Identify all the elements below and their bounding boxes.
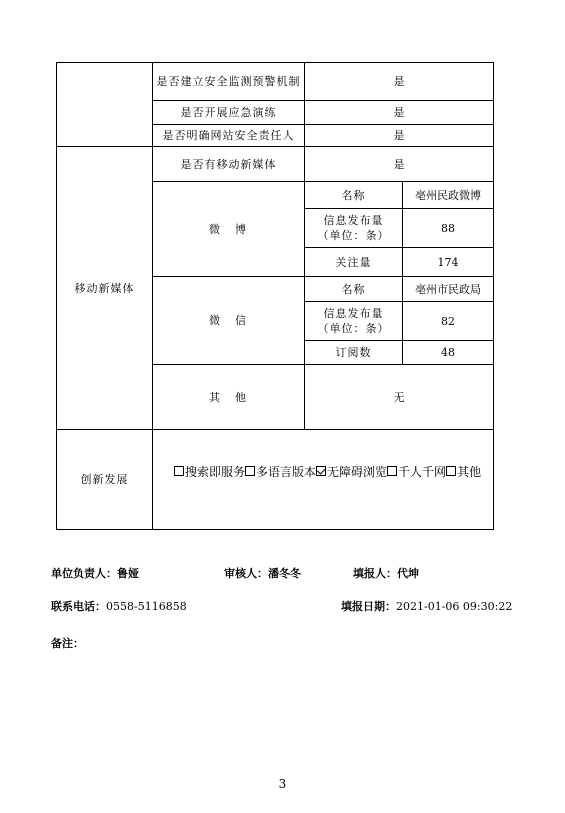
fill-date: 填报日期：2021-01-06 09:30:22 xyxy=(341,600,513,613)
option-accessibility[interactable]: 无障碍浏览 xyxy=(316,463,387,480)
checkbox-checked-icon[interactable] xyxy=(316,466,326,476)
security-owner-label: 是否明确网站安全责任人 xyxy=(162,129,295,142)
emergency-drill-label: 是否开展应急演练 xyxy=(180,106,277,119)
monitoring-warning-label: 是否建立安全监测预警机制 xyxy=(156,75,301,88)
weixin-count-label: 信息发布量（单位：条） xyxy=(317,307,390,335)
checkbox-icon[interactable] xyxy=(174,466,184,476)
weibo-name-label: 名称 xyxy=(341,188,366,202)
option-multilingual[interactable]: 多语言版本 xyxy=(245,463,316,480)
option-personalized[interactable]: 千人千网 xyxy=(387,463,446,480)
security-owner-value: 是 xyxy=(393,129,405,142)
weibo-follow-label: 关注量 xyxy=(335,255,372,269)
innovation-label: 创新发展 xyxy=(80,473,129,486)
has-mobile-media-label: 是否有移动新媒体 xyxy=(180,157,277,171)
innovation-options xyxy=(174,463,481,480)
weibo-follow-value: 174 xyxy=(437,255,459,269)
weixin-sub-label: 订阅数 xyxy=(335,346,372,359)
reviewer: 审核人：潘冬冬 xyxy=(224,567,301,580)
weibo-count-value: 88 xyxy=(441,221,455,235)
emergency-drill-value: 是 xyxy=(393,106,405,119)
other-media-value: 无 xyxy=(393,390,405,404)
unit-head: 单位负责人：鲁娅 xyxy=(51,567,139,580)
weixin-count-value: 82 xyxy=(441,314,455,328)
contact-phone: 联系电话：0558-5116858 xyxy=(51,600,187,613)
checkbox-icon[interactable] xyxy=(387,466,397,476)
remark: 备注： xyxy=(51,637,84,650)
weibo-count-label: 信息发布量（单位：条） xyxy=(317,214,390,242)
page-number: 3 xyxy=(278,777,287,791)
table-border-right xyxy=(493,62,494,530)
weixin-sub-value: 48 xyxy=(441,346,455,359)
table-border-bottom xyxy=(56,529,494,530)
option-other[interactable]: 其他 xyxy=(446,463,481,480)
other-media-label: 其 他 xyxy=(209,390,248,404)
weibo-name-value: 亳州民政微博 xyxy=(415,188,481,202)
weixin-name-label: 名称 xyxy=(341,282,366,296)
filler: 填报人：代坤 xyxy=(353,567,419,580)
checkbox-icon[interactable] xyxy=(446,466,456,476)
has-mobile-media-value: 是 xyxy=(393,157,405,171)
monitoring-warning-value: 是 xyxy=(393,75,405,88)
option-search-service[interactable]: 搜索即服务 xyxy=(174,463,245,480)
weibo-label: 微 博 xyxy=(209,222,248,236)
checkbox-icon[interactable] xyxy=(245,466,255,476)
weixin-label: 微 信 xyxy=(209,314,248,327)
mobile-media-section-label: 移动新媒体 xyxy=(74,281,135,295)
weixin-name-value: 亳州市民政局 xyxy=(415,282,481,296)
